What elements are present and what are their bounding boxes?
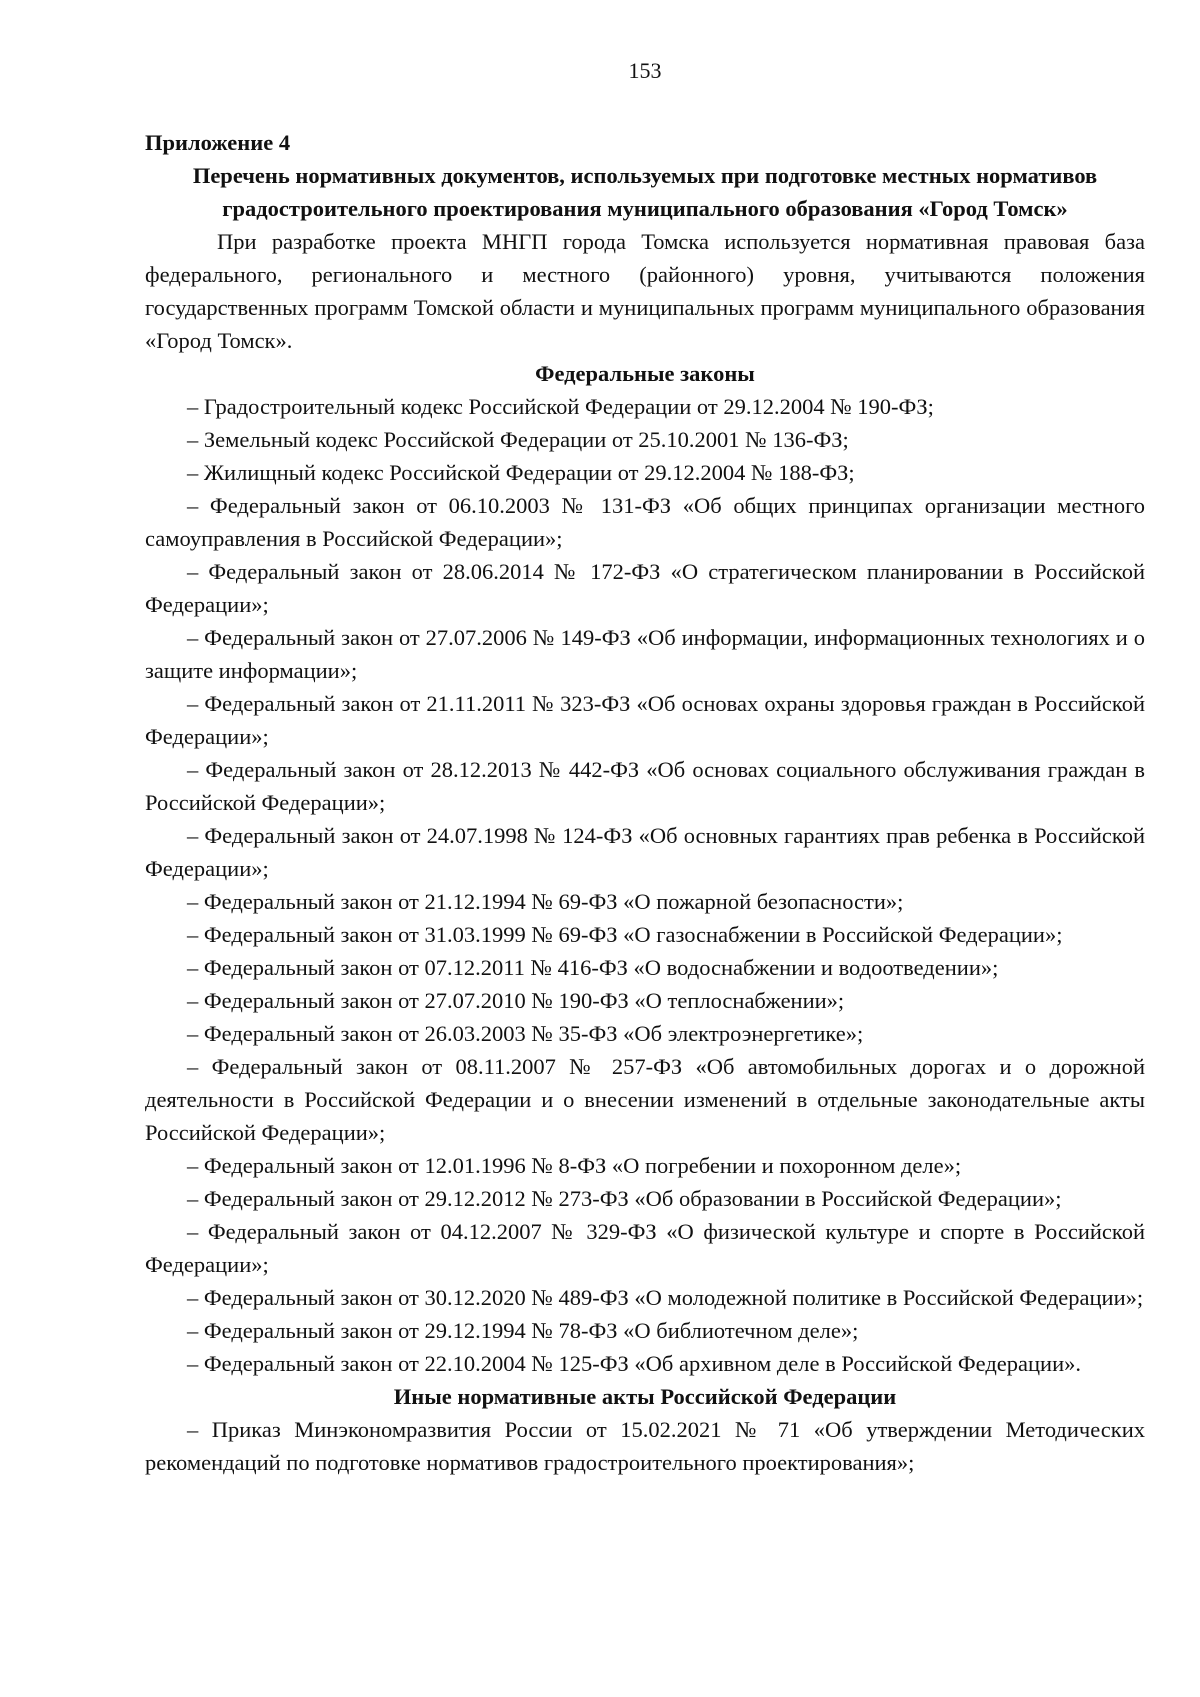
document-content	[145, 126, 1145, 1479]
list-item: – Федеральный закон от 21.11.2011 № 323-ФЗ «Об основах охраны здоровья граждан в Российской Федерации»;	[145, 691, 1145, 749]
list-item: – Федеральный закон от 27.07.2006 № 149-ФЗ «Об информации, информационных технологиях и о защите информации»;	[145, 625, 1145, 683]
list-item: – Федеральный закон от 04.12.2007 № 329-ФЗ «О физической культуре и спорте в Российской Федерации»;	[145, 1219, 1145, 1277]
list-item: – Федеральный закон от 07.12.2011 № 416-ФЗ «О водоснабжении и водоотведении»;	[187, 955, 999, 980]
list-item: – Федеральный закон от 31.03.1999 № 69-ФЗ «О газоснабжении в Российской Федерации»;	[187, 922, 1063, 947]
document-title: Перечень нормативных документов, используемых при подготовке местных нормативов градостроительного проектирования муниципального образования «Город Томск»	[192, 163, 1098, 221]
section-heading-federal-laws: Федеральные законы	[535, 361, 755, 386]
list-item: – Градостроительный кодекс Российской Федерации от 29.12.2004 № 190-ФЗ;	[187, 394, 934, 419]
list-item: – Федеральный закон от 28.12.2013 № 442-ФЗ «Об основах социального обслуживания граждан в Российской Федерации»;	[145, 757, 1145, 815]
list-item: – Жилищный кодекс Российской Федерации от 29.12.2004 № 188-ФЗ;	[187, 460, 855, 485]
list-item: – Федеральный закон от 28.06.2014 № 172-ФЗ «О стратегическом планировании в Российской Федерации»;	[145, 559, 1145, 617]
appendix-label: Приложение 4	[145, 130, 291, 155]
list-item: – Приказ Минэкономразвития России от 15.02.2021 № 71 «Об утверждении Методических рекомендаций по подготовке нормативов градостроительного проектирования»;	[145, 1417, 1145, 1475]
list-item: – Федеральный закон от 21.12.1994 № 69-ФЗ «О пожарной безопасности»;	[187, 889, 904, 914]
list-item: – Федеральный закон от 29.12.1994 № 78-ФЗ «О библиотечном деле»;	[187, 1318, 859, 1343]
list-item: – Федеральный закон от 26.03.2003 № 35-ФЗ «Об электроэнергетике»;	[187, 1021, 864, 1046]
list-item: – Федеральный закон от 08.11.2007 № 257-ФЗ «Об автомобильных дорогах и о дорожной деятельности в Российской Федерации и о внесении изменений в отдельные законодательные акты Российской Федерации»;	[145, 1054, 1145, 1145]
list-item: – Федеральный закон от 06.10.2003 № 131-ФЗ «Об общих принципах организации местного самоуправления в Российской Федерации»;	[145, 493, 1145, 551]
list-item: – Федеральный закон от 22.10.2004 № 125-ФЗ «Об архивном деле в Российской Федерации».	[187, 1351, 1082, 1376]
section-heading-other-acts: Иные нормативные акты Российской Федерации	[393, 1384, 897, 1409]
intro-paragraph: При разработке проекта МНГП города Томска используется нормативная правовая база федерального, регионального и местного (районного) уровня, учитываются положения государственных программ Томской области и муниципальных программ муниципального образования «Город Томск».	[145, 229, 1145, 353]
page-number: 153	[628, 58, 662, 83]
list-item: – Федеральный закон от 12.01.1996 № 8-ФЗ «О погребении и похоронном деле»;	[187, 1153, 962, 1178]
list-item: – Федеральный закон от 29.12.2012 № 273-ФЗ «Об образовании в Российской Федерации»;	[187, 1186, 1062, 1211]
list-item: – Федеральный закон от 27.07.2010 № 190-ФЗ «О теплоснабжении»;	[187, 988, 845, 1013]
list-item: – Федеральный закон от 24.07.1998 № 124-ФЗ «Об основных гарантиях прав ребенка в Российской Федерации»;	[145, 823, 1145, 881]
list-item: – Земельный кодекс Российской Федерации от 25.10.2001 № 136-ФЗ;	[187, 427, 849, 452]
list-item: – Федеральный закон от 30.12.2020 № 489-ФЗ «О молодежной политике в Российской Федерации»;	[187, 1285, 1144, 1310]
